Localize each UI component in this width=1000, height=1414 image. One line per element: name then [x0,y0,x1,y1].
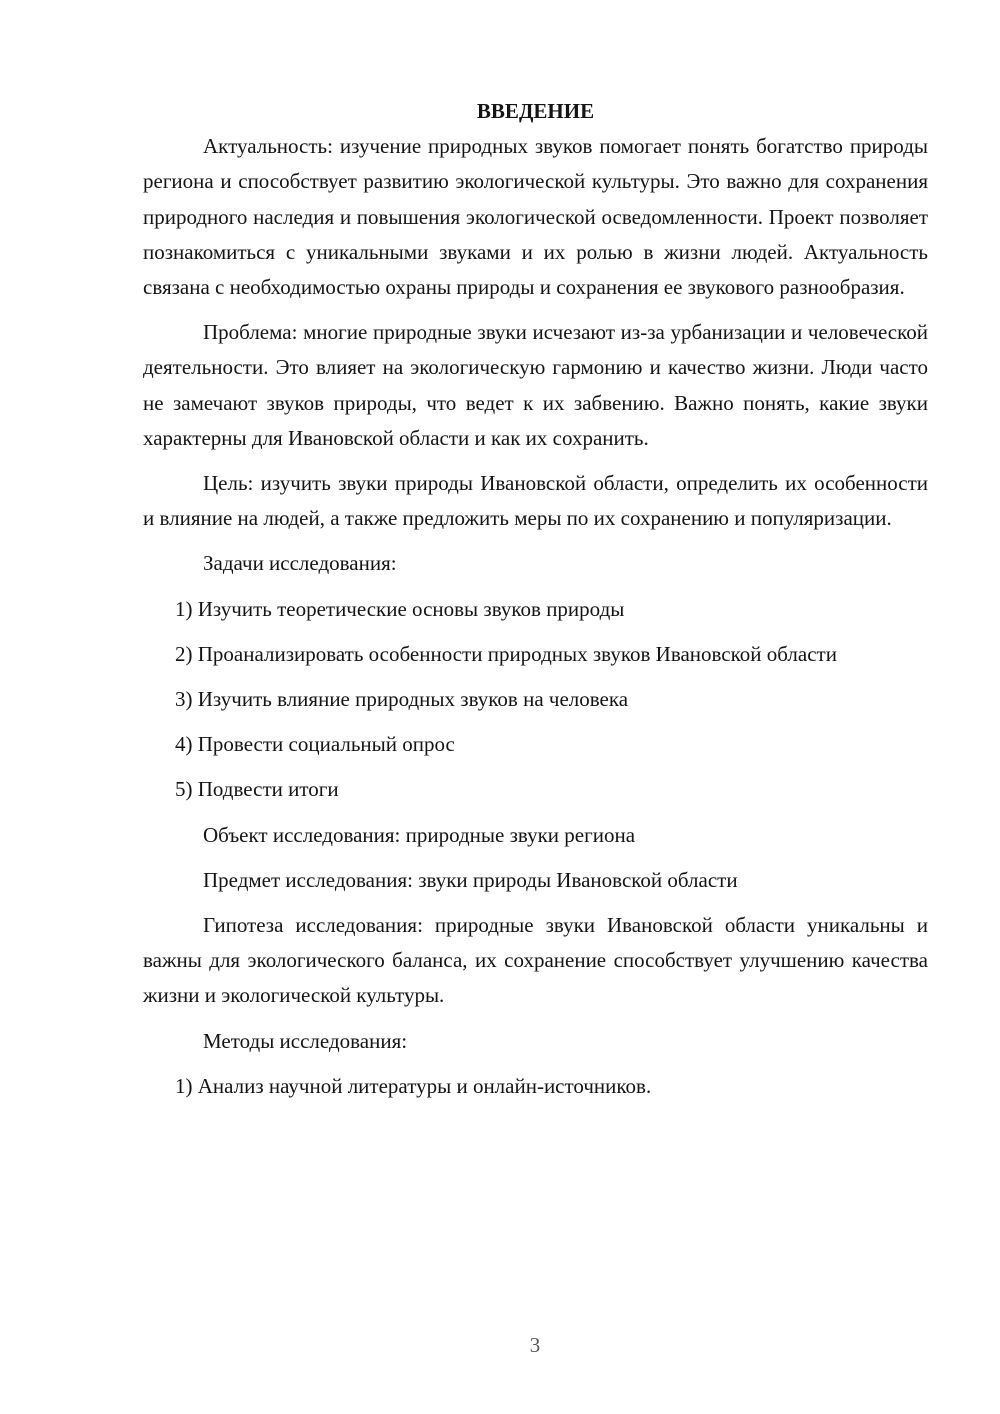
spacer [143,582,928,592]
methods-heading: Методы исследования: [203,1028,408,1053]
hypothesis-paragraph: Гипотеза исследования: природные звуки Ивановской области уникальны и важны для экологического баланса, их сохранение способствует улучшению качества жизни и экологической культуры. [143,913,928,1008]
object-paragraph: Объект исследования: природные звуки региона [203,822,636,847]
spacer [143,717,928,727]
spacer [143,898,928,908]
document-title: ВВЕДЕНИЕ [476,99,595,123]
spacer [143,853,928,863]
document-page [143,94,928,1104]
task-item: 1) Изучить теоретические основы звуков природы [175,596,625,621]
spacer [143,1059,928,1069]
goal-paragraph: Цель: изучить звуки природы Ивановской области, определить их особенности и влияние на людей, а также предложить меры по их сохранению и популяризации. [143,471,928,531]
task-item: 4) Провести социальный опрос [175,732,455,757]
task-item: 5) Подвести итоги [175,777,339,802]
subject-paragraph: Предмет исследования: звуки природы Ивановской области [203,867,738,892]
spacer [143,762,928,772]
page-number: 3 [529,1333,541,1357]
spacer [143,305,928,315]
spacer [143,627,928,637]
spacer [143,536,928,546]
task-item: 3) Изучить влияние природных звуков на человека [175,687,629,712]
spacer [143,672,928,682]
spacer [143,808,928,818]
spacer [143,1014,928,1024]
spacer [143,456,928,466]
method-item: 1) Анализ научной литературы и онлайн-источников. [175,1073,652,1098]
tasks-heading: Задачи исследования: [203,551,397,576]
relevance-paragraph: Актуальность: изучение природных звуков помогает понять богатство природы региона и способствует развитию экологической культуры. Это важно для сохранения природного наследия и повышения экологической осведомленности. Проект позволяет познакомиться с уникальными звуками и их ролью в жизни людей. Актуальность связана с необходимостью охраны природы и сохранения ее звукового разнообразия. [143,134,928,300]
task-item: 2) Проанализировать особенности природных звуков Ивановской области [175,641,837,666]
problem-paragraph: Проблема: многие природные звуки исчезают из-за урбанизации и человеческой деятельности. Это влияет на экологическую гармонию и качество жизни. Люди часто не замечают звуков природы, что ведет к их забвению. Важно понять, какие звуки характерны для Ивановской области и как их сохранить. [143,320,928,450]
